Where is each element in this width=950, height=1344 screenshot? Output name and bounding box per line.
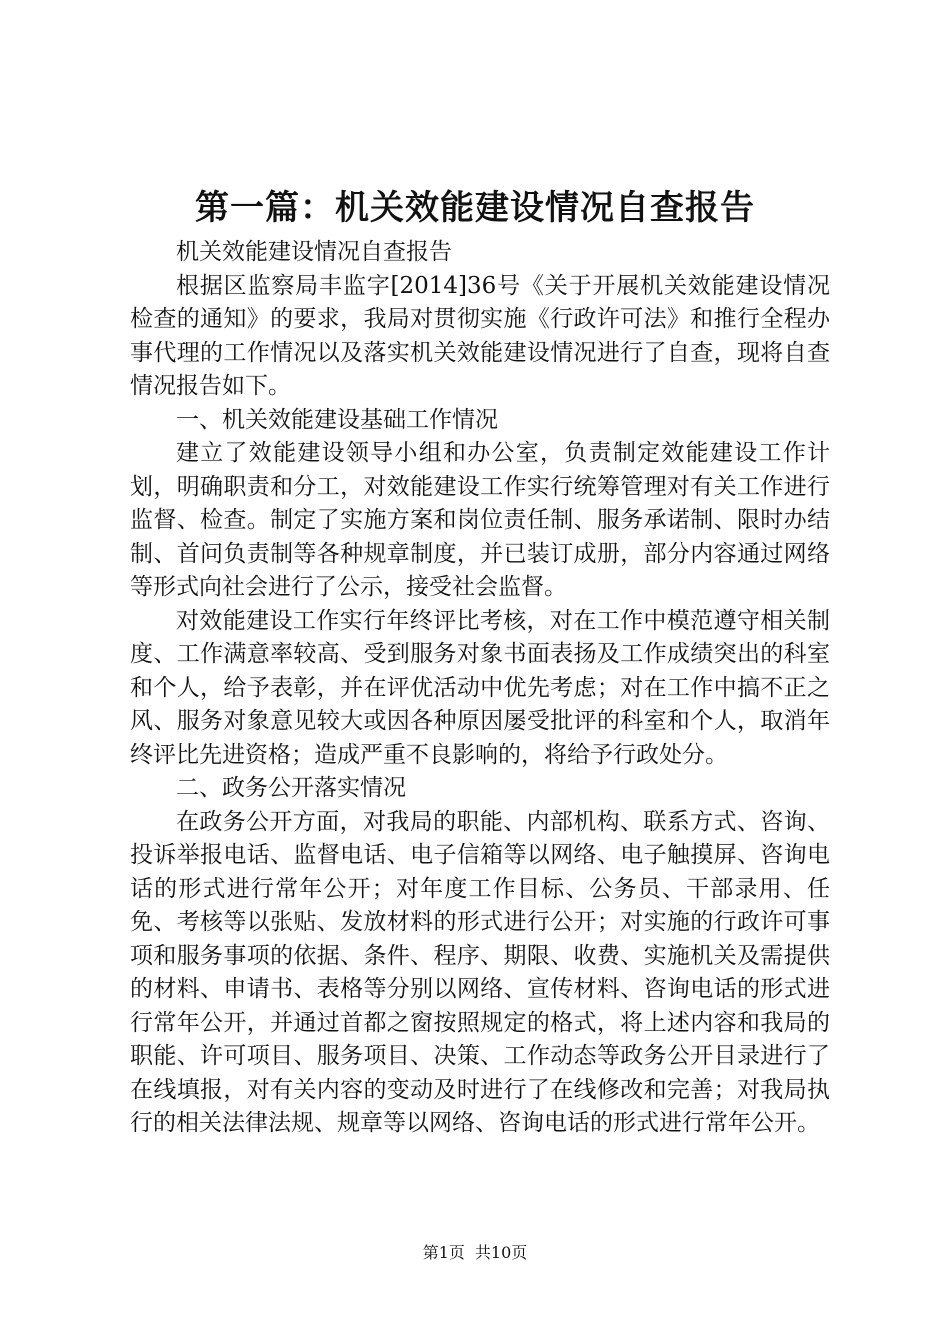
section-heading-2: 二、政务公开落实情况 <box>176 775 406 801</box>
page-footer <box>0 1242 950 1264</box>
document-body <box>130 236 830 1141</box>
intro-paragraph: 根据区监察局丰监字[2014]36号《关于开展机关效能建设情况检查的通知》的要求，我局对贯彻实施《行政许可法》和推行全程办事代理的工作情况以及落实机关效能建设情况进行了自查，现将自查情况报告如下。 <box>130 272 830 399</box>
report-subtitle: 机关效能建设情况自查报告 <box>176 239 452 265</box>
document-title: 第一篇：机关效能建设情况自查报告 <box>195 188 755 228</box>
section-1-paragraph-1: 建立了效能建设领导小组和办公室，负责制定效能建设工作计划，明确职责和分工，对效能建设工作实行统筹管理对有关工作进行监督、检查。制定了实施方案和岗位责任制、服务承诺制、限时办结制、首问负责制等各种规章制度，并已装订成册，部分内容通过网络等形式向社会进行了公示，接受社会监督。 <box>130 440 830 600</box>
section-heading-1: 一、机关效能建设基础工作情况 <box>176 406 498 433</box>
section-1-paragraph-2: 对效能建设工作实行年终评比考核，对在工作中模范遵守相关制度、工作满意率较高、受到服务对象书面表扬及工作成绩突出的科室和个人，给予表彰，并在评优活动中优先考虑；对在工作中搞不正之风、服务对象意见较大或因各种原因屡受批评的科室和个人，取消年终评比先进资格；造成严重不良影响的，将给予行政处分。 <box>130 607 830 768</box>
page-number-total: 共10页 <box>474 1243 528 1262</box>
page-number-current: 第1页 <box>422 1243 465 1262</box>
section-2-paragraph-1: 在政务公开方面，对我局的职能、内部机构、联系方式、咨询、投诉举报电话、监督电话、电子信箱等以网络、电子触摸屏、咨询电话的形式进行常年公开；对年度工作目标、公务员、干部录用、任免、考核等以张贴、发放材料的形式进行公开；对实施的行政许可事项和服务事项的依据、条件、程序、期限、收费、实施机关及需提供的材料、申请书、表格等分别以网络、宣传材料、咨询电话的形式进行常年公开，并通过首都之窗按照规定的格式，将上述内容和我局的职能、许可项目、服务项目、决策、工作动态等政务公开目录进行了在线填报，对有关内容的变动及时进行了在线修改和完善；对我局执行的相关法律法规、规章等以网络、咨询电话的形式进行常年公开。 <box>130 808 830 1136</box>
